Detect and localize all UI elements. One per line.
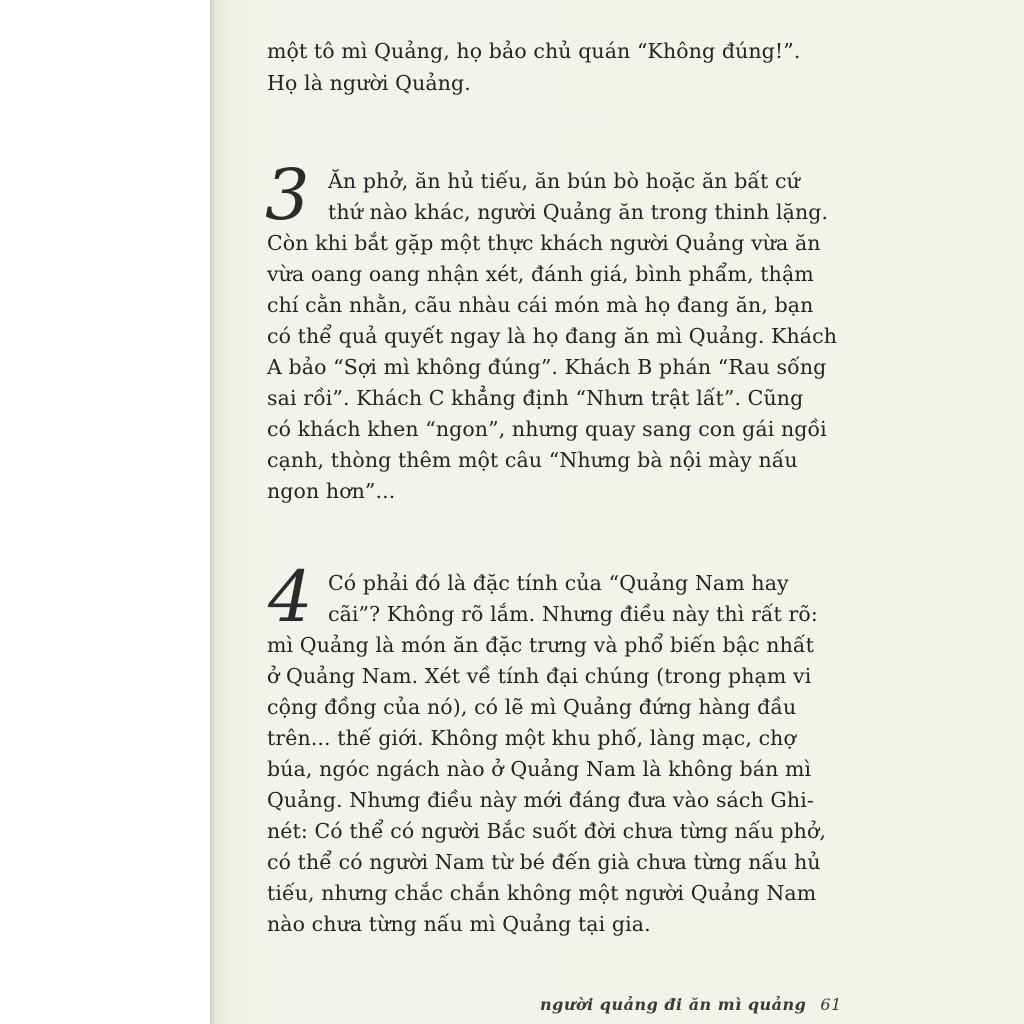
- book-page: [210, 0, 1024, 1024]
- page-number: 61: [820, 995, 842, 1014]
- body-line: vừa oang oang nhận xét, đánh giá, bình phẩm, thậm: [267, 262, 814, 286]
- body-line: chí cằn nhằn, cãu nhàu cái món mà họ đang ăn, bạn: [267, 293, 814, 317]
- body-line: tiếu, nhưng chắc chắn không một người Quảng Nam: [267, 881, 817, 905]
- body-line: Quảng. Nhưng điều này mới đáng đưa vào sách Ghi-: [267, 788, 814, 812]
- body-line: có thể có người Nam từ bé đến già chưa từng nấu hủ: [267, 850, 821, 874]
- body-line: Còn khi bắt gặp một thực khách người Quảng vừa ăn: [267, 231, 821, 255]
- body-line: mì Quảng là món ăn đặc trưng và phổ biến bậc nhất: [267, 633, 814, 657]
- section-numeral-4: 4: [268, 556, 313, 638]
- body-line: một tô mì Quảng, họ bảo chủ quán “Không đúng!”.: [267, 39, 801, 63]
- body-line: A bảo “Sợi mì không đúng”. Khách B phán “Rau sống: [267, 355, 827, 379]
- body-line: ở Quảng Nam. Xét về tính đại chúng (trong phạm vi: [267, 664, 812, 688]
- body-line: có thể quả quyết ngay là họ đang ăn mì Quảng. Khách: [267, 324, 838, 348]
- body-line: Có phải đó là đặc tính của “Quảng Nam hay: [328, 571, 789, 595]
- body-line: trên... thế giới. Không một khu phố, làng mạc, chợ: [267, 726, 796, 750]
- body-line: ngon hơn”...: [267, 479, 396, 503]
- body-line: nét: Có thể có người Bắc suốt đời chưa từng nấu phở,: [267, 819, 827, 843]
- body-line: có khách khen “ngon”, nhưng quay sang con gái ngồi: [267, 417, 827, 441]
- body-line: thứ nào khác, người Quảng ăn trong thinh lặng.: [328, 200, 829, 224]
- body-line: Họ là người Quảng.: [267, 71, 471, 95]
- body-line: sai rồi”. Khách C khẳng định “Nhưn trật lất”. Cũng: [267, 386, 804, 410]
- section-numeral-3: 3: [265, 154, 310, 236]
- running-title: người quảng đi ăn mì quảng: [540, 995, 807, 1014]
- page-footer: [540, 995, 842, 1014]
- body-line: búa, ngóc ngách nào ở Quảng Nam là không bán mì: [267, 757, 812, 781]
- body-line: cạnh, thòng thêm một câu “Nhưng bà nội mày nấu: [267, 448, 798, 472]
- page-gutter: [210, 0, 216, 1024]
- body-line: cộng đồng của nó), có lẽ mì Quảng đứng hàng đầu: [267, 695, 797, 719]
- body-line: Ăn phở, ăn hủ tiếu, ăn bún bò hoặc ăn bất cứ: [328, 169, 800, 193]
- body-line: nào chưa từng nấu mì Quảng tại gia.: [267, 912, 651, 936]
- body-line: cãi”? Không rõ lắm. Nhưng điều này thì rất rõ:: [328, 602, 818, 626]
